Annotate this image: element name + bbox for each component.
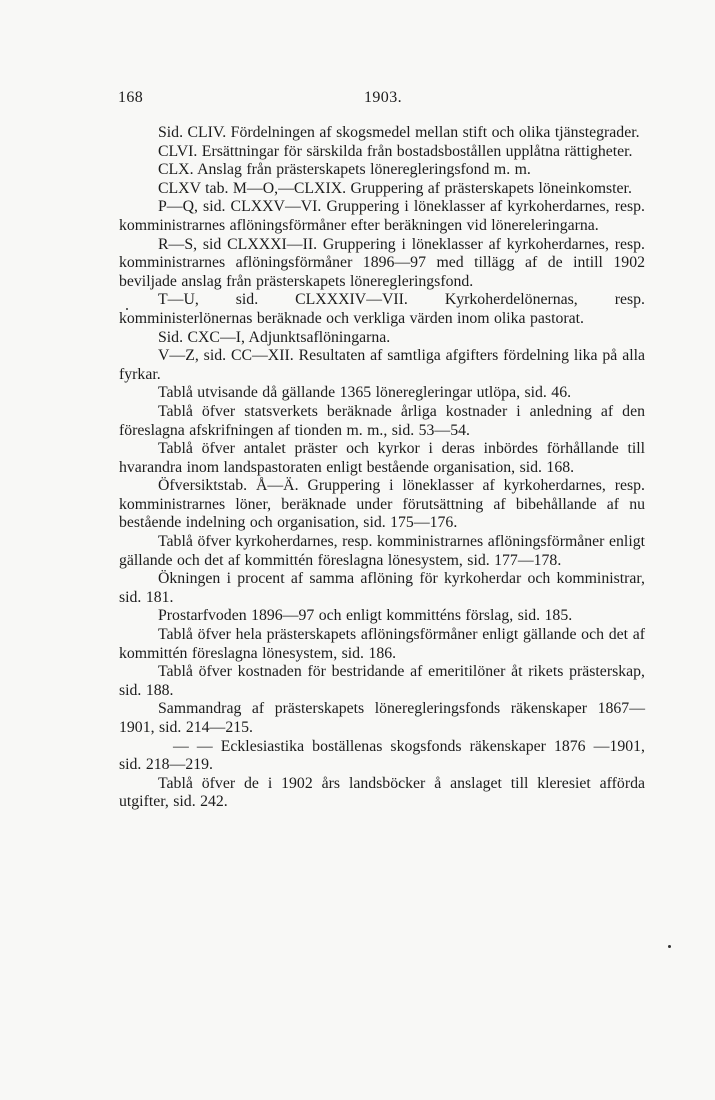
page-number: 168 [118, 89, 144, 106]
print-speck [126, 308, 128, 310]
index-entry: Sid. CXC—I, Adjunktsaflöningarna. [158, 328, 391, 346]
index-entry: Tablå öfver antalet präster och kyrkor i deras inbördes förhållande till hvarandra inom landspastoraten enligt bestående organisation, sid. 168. [119, 440, 645, 476]
index-entry: Tablå utvisande då gällande 1365 löneregleringar utlöpa, sid. 46. [158, 384, 572, 402]
index-entry: — — Ecklesiastika boställenas skogsfonds räkenskaper 1876 —1901, sid. 218—219. [119, 737, 645, 774]
page-header [118, 89, 643, 111]
index-entry: Tablå öfver statsverkets beräknade årliga kostnader i anledning af den föreslagna afskrifningen af tionden m. m., sid. 53—54. [119, 402, 645, 439]
index-entry: CLX. Anslag från prästerskapets löneregleringsfond m. m. [158, 161, 531, 179]
index-entry: CLXV tab. M—O,—CLXIX. Gruppering af prästerskapets löneinkomster. [158, 179, 632, 197]
index-entry: Öfversiktstab. Å—Ä. Gruppering i löneklasser af kyrkoherdarnes, resp. komministrarnes löner, beräknade under förutsättning af bibehållande af nu bestående indelning och organisation, sid. 175—176. [119, 477, 645, 532]
index-entry: V—Z, sid. CC—XII. Resultaten af samtliga afgifters fördelning lika på alla fyrkar. [119, 347, 645, 383]
index-entry: R—S, sid CLXXXI—II. Gruppering i löneklasser af kyrkoherdarnes, resp. komministrarnes aflöningsförmåner 1896—97 med tillägg af de intill 1902 beviljade anslag från prästerskapets löneregleringsfond. [119, 235, 645, 290]
print-speck [668, 945, 671, 948]
index-list [119, 124, 645, 812]
index-entry: Sammandrag af prästerskapets löneregleringsfonds räkenskaper 1867—1901, sid. 214—215. [119, 700, 645, 736]
index-entry: P—Q, sid. CLXXV—VI. Gruppering i löneklasser af kyrkoherdarnes, resp. komministrarnes aflöningsförmåner efter beräkningen vid lönereleringarna. [119, 198, 645, 234]
index-entry: Tablå öfver kyrkoherdarnes, resp. komministrarnes aflöningsförmåner enligt gällande och det af kommittén föreslagna lönesystem, sid. 177—178. [119, 533, 645, 569]
index-entry: CLVI. Ersättningar för särskilda från bostadsbostållen upplåtna rättigheter. [158, 142, 633, 160]
index-entry: Sid. CLIV. Fördelningen af skogsmedel mellan stift och olika tjänstegrader. [158, 124, 640, 141]
index-entry: Tablå öfver hela prästerskapets aflöningsförmåner enligt gällande och det af kommittén föreslagna lönesystem, sid. 186. [119, 626, 645, 662]
index-entry: Tablå öfver kostnaden för bestridande af emeritilöner åt rikets prästerskap, sid. 188. [119, 663, 645, 699]
index-entry: Ökningen i procent af samma aflöning för kyrkoherdar och komministrar, sid. 181. [119, 570, 645, 606]
index-entry: Tablå öfver de i 1902 års landsböcker å anslaget till kleresiet afförda utgifter, sid. 242. [119, 774, 645, 811]
index-entry: Prostarfvoden 1896—97 och enligt kommitténs förslag, sid. 185. [158, 607, 573, 625]
index-entry: T—U, sid. CLXXXIV—VII. Kyrkoherdelönernas, resp. komministerlönernas beräknade och verkliga värden inom olika pastorat. [119, 291, 645, 327]
header-year: 1903. [364, 89, 402, 106]
